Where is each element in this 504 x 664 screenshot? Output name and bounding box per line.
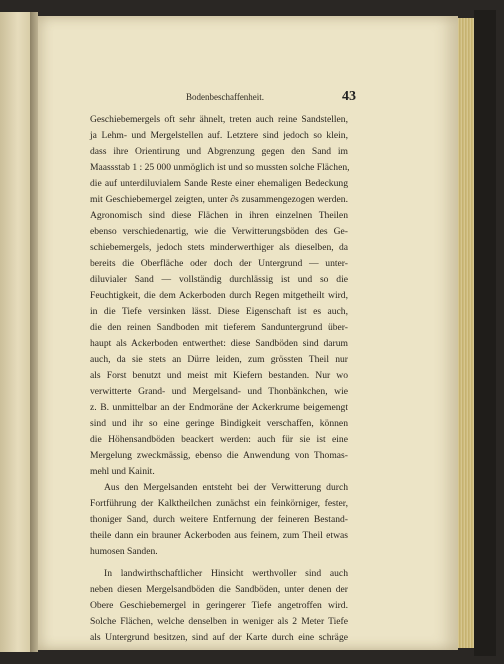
text-line: neben diesen Mergelsandböden die Sandböden, unter denen der: [90, 584, 348, 595]
text-line: Feuchtigkeit, die dem Ackerboden durch Regen mitgetheilt wird,: [90, 290, 348, 301]
text-line: verwitterte Grand- und Mergelsand- und Thonbänkchen, wie: [90, 386, 348, 397]
text-line: schiebemergels, jedoch stets minderwerthiger als dieselben, da: [90, 242, 348, 253]
text-line: als Forst benutzt und meist mit Kiefern bestanden. Nur wo: [90, 370, 348, 381]
text-line: Agronomisch sind diese Flächen in ihren einzelnen Theilen: [90, 210, 348, 221]
text-line: diluvialer Sand — vollständig durchlässig ist und so die: [90, 274, 348, 285]
text-line: Solche Flächen, welche denselben in weniger als 2 Meter Tiefe: [90, 616, 348, 627]
text-line: haupt als Ackerboden entwerthet: diese Sandböden sind darum: [90, 338, 348, 349]
text-line: dass ihre Orientirung und Abgrenzung gegen den Sand im: [90, 146, 348, 157]
text-line: mit Geschiebemergel zeigten, unter ∂s zusammengezogen werden.: [90, 194, 348, 205]
running-title: Bodenbeschaffenheit.: [186, 92, 265, 102]
text-line: Aus den Mergelsanden entsteht bei der Verwitterung durch: [104, 482, 348, 493]
text-line: die Höhensandböden beackert werden: auch für sie ist eine: [90, 434, 348, 445]
facing-page-edge: [0, 12, 30, 652]
text-line: Maassstab 1 : 25 000 unmöglich ist und so mussten solche Flächen,: [90, 162, 350, 173]
book-cover-edge: [474, 10, 496, 656]
text-line: mehl und Kainit.: [90, 466, 155, 477]
text-line: die auf unterdiluvialem Sande Reste einer ehemaligen Bedeckung: [90, 178, 348, 189]
text-line: Obere Geschiebemergel in geringerer Tiefe angetroffen wird.: [90, 600, 348, 611]
text-line: die den reinen Sandboden mit tieferem Sanduntergrund über-: [90, 322, 348, 333]
text-line: ja Lehm- und Mergelstellen auf. Letztere sind jedoch so klein,: [90, 130, 348, 141]
book-gutter: [30, 12, 38, 652]
text-line: thoniger Sand, durch weitere Entfernung der feineren Bestand-: [90, 514, 348, 525]
text-line: bereits die Oberfläche oder doch der Untergrund — unter-: [90, 258, 348, 269]
text-line: Geschiebemergels oft sehr ähnelt, treten auch reine Sandstellen,: [90, 114, 348, 125]
page-header: [86, 89, 356, 108]
page-number: 43: [342, 89, 356, 104]
text-line: In landwirthschaftlicher Hinsicht werthvoller sind auch: [104, 568, 348, 579]
text-line: theile dann ein brauner Ackerboden aus feinem, zum Theil etwas: [90, 530, 348, 541]
page-block-edges: [458, 18, 474, 648]
text-line: als Untergrund besitzen, sind auf der Karte durch eine schräge: [90, 632, 348, 643]
text-line: auch, da sie stets an Dürre leiden, zum grössten Theil nur: [90, 354, 348, 365]
text-line: humosen Sanden.: [90, 546, 158, 557]
text-line: Fortführung der Kalktheilchen zunächst ein feinkörniger, fester,: [90, 498, 348, 509]
text-line: Mergelung zweckmässig, ebenso die Anwendung von Thomas-: [90, 450, 348, 461]
text-line: ebenso verschiedenartig, wie die Verwitterungsböden des Ge-: [90, 226, 348, 237]
text-line: z. B. unmittelbar an der Endmoräne der Ackerkrume beigemengt: [90, 402, 348, 413]
text-line: sind und ihr so eine geringe Bindigkeit verschaffen, können: [90, 418, 348, 429]
text-line: in die Tiefe versinken lässt. Diese Eigenschaft ist es auch,: [90, 306, 348, 317]
